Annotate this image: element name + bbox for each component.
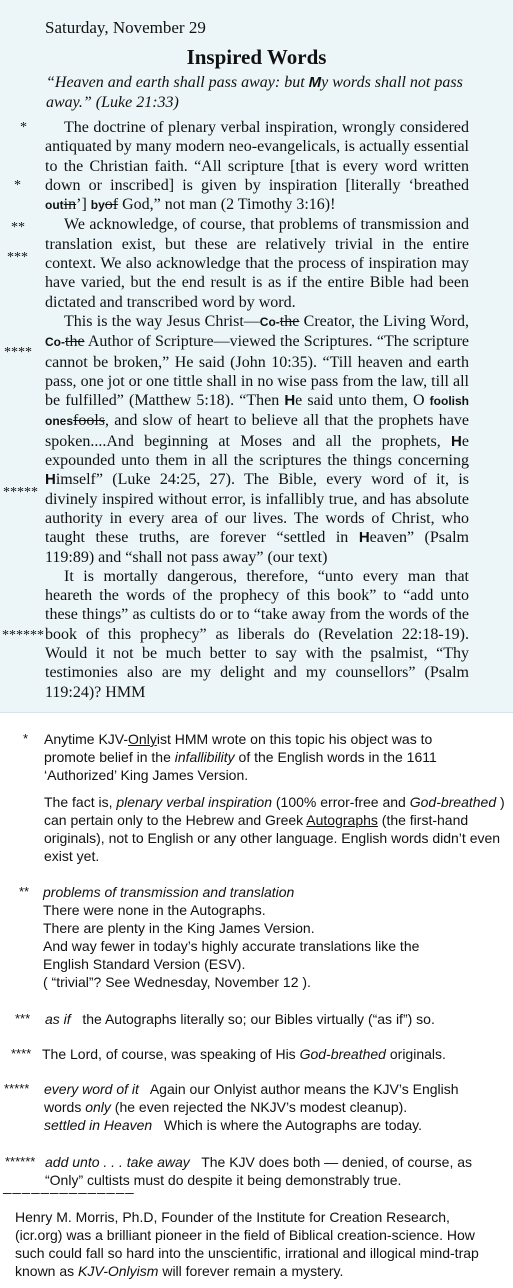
inserted-word: Co-: [45, 335, 65, 350]
inserted-word: by: [90, 198, 105, 213]
devotional-title: Inspired Words: [186, 45, 327, 69]
author-bio: Henry M. Morris, Ph.D, Founder of the Institute for Creation Research, (icr.org) was a brilliant pioneer in the field of Biblical creation-science. How such could fall so hard into the unscientific, irrational and illogical mind-trap known as KJV-Onlyism will forever remain a mystery.: [15, 1209, 479, 1279]
note-5: ***** every word of it Again our Onlyist author means the KJV’s English words only (he even rejected the NKJV’s modest cleanup). settled in Heaven Which is where the Autographs are today.: [4, 1081, 459, 1133]
separator-line: ——————————————: [3, 1186, 135, 1202]
capital-edit: H: [451, 432, 462, 450]
capital-edit: H: [358, 529, 370, 547]
note-1-continued: The fact is, plenary verbal inspiration (100% error-free and God-breathed ) can pertain only to the Hebrew and Greek Autographs (the first-hand originals), not to English or any other language. English words didn’t even exist yet.: [44, 794, 505, 864]
struck-word: of: [104, 196, 119, 214]
paragraph-1: The doctrine of plenary verbal inspiration, wrongly considered antiquated by many modern neo-evangelicals, is actually essential to the Christian faith. “All scripture [that is every word written down or inscribed] is given by inspiration [literally ‘breathed outin’] byof God,” not man (2 Timothy 3:16)!: [45, 119, 469, 214]
capital-edit: H: [284, 392, 296, 410]
inserted-word: Co-: [259, 314, 280, 329]
note-4: **** The Lord, of course, was speaking of His God-breathed originals.: [11, 1046, 446, 1062]
footnote-marker: ****: [4, 345, 32, 360]
inserted-word: foolish ones: [45, 394, 469, 429]
note-2: ** problems of transmission and translation There were none in the Autographs. There are plenty in the King James Version. And way fewer in today’s highly accurate translations like the English Standard Version (ESV). ( “trivial”? See Wednesday, November 12 ).: [19, 884, 420, 990]
footnote-marker: **: [11, 220, 25, 235]
footnote-marker: ******: [2, 628, 44, 643]
struck-word: in: [63, 196, 77, 214]
paragraph-2: We acknowledge, of course, that problems of transmission and translation exist, but these are relatively trivial in the entire context. We also acknowledge that the process of inspiration may have varied, but the end result is as if the entire Bible had been dictated and transcribed word by word.: [45, 216, 469, 311]
capital-edit: M: [308, 74, 322, 91]
footnote-marker: *: [20, 120, 27, 135]
struck-word: fools: [73, 412, 106, 430]
note-1: * Anytime KJV-Onlyist HMM wrote on this topic his object was to promote belief in the infallibility of the English words in the 1611 ‘Authorized’ King James Version.: [23, 731, 437, 783]
note-3: *** as if the Autographs literally so; our Bibles virtually (“as if”) so.: [15, 1011, 435, 1027]
struck-word: the: [279, 312, 300, 330]
footnote-marker: *****: [3, 485, 38, 500]
inserted-word: out: [45, 198, 64, 213]
note-6: ****** add unto . . . take away The KJV does both — denied, of course, as “Only” cultists must do despite it being demonstrably true.: [5, 1154, 473, 1188]
paragraph-3: This is the way Jesus Christ—Co-the Creator, the Living Word, Co-the Author of Scripture—viewed the Scriptures. “The scripture cannot be broken,” He said (John 10:35). “Till heaven and earth pass, one jot or one tittle shall in no wise pass from the law, till all be fulfilled” (Matthew 5:18). “Then He said unto them, O foolish onesfools, and slow of heart to believe all that the prophets have spoken....And beginning at Moses and all the prophets, He expounded unto them in all the scriptures the things concerning Himself” (Luke 24:25, 27). The Bible, every word of it, is divinely inspired without error, is infallibly true, and has absolute authority in every area of our lives. The words of Christ, who taught these truths, are forever “settled in Heaven” (Psalm 119:89) and “shall not pass away” (our text): [45, 312, 470, 566]
paragraph-4: It is mortally dangerous, therefore, “unto every man that heareth the words of the prophecy of this book” to “add unto these things” as cultists do or to “take away from the words of the book of this prophecy” as liberals do (Revelation 22:18-19). Would it not be much better to say with the psalmist, “Thy testimonies also are my delight and my counsellors” (Psalm 119:24)? HMM: [45, 567, 469, 701]
capital-edit: H: [45, 471, 56, 489]
footnote-marker: ***: [7, 250, 28, 265]
devotional-body: [45, 118, 469, 702]
struck-word: the: [65, 333, 85, 351]
key-verse: “Heaven and earth shall pass away: but My words shall not pass away.” (Luke 21:33): [46, 74, 463, 111]
footnote-marker: *: [14, 178, 21, 193]
devotional-date: Saturday, November 29: [45, 18, 206, 37]
